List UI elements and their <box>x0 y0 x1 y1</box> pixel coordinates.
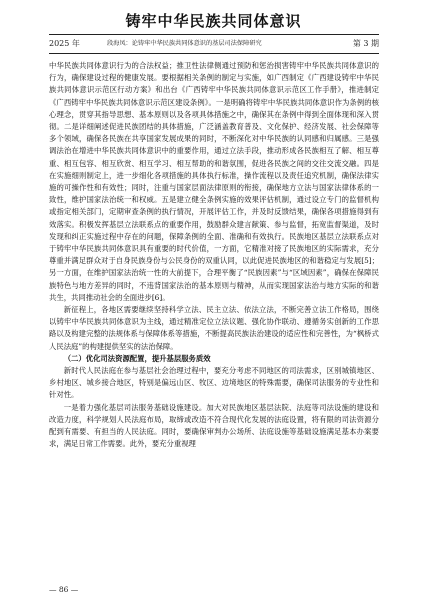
header-bottom-rule <box>49 53 379 54</box>
body-paragraph: 中华民族共同体意识行为的合法权益；推卫性法律侧通过预防和惩治损害铸牢中华民族共同体意识的行为，确保建设过程的健康发展。要根据相关条例的制定与实施，如广西制定《广西建设铸牢中华民族共同体意识示范区行动方案》和出台《广西铸牢中华民族共同体意识示范区工作手册》，推进制定《广西铸牢中华民族共同体意识示范区建设条例》。一是明确将铸牢中华民族共同体意识作为条例的核心理念，贯穿其指导思想、基本原则以及各项具体措施之中，确保其在条例中得到全面体现和深入贯彻。二是详细阐述促进民族团结的具体措施，广泛涵盖教育普及、文化保护、经济发展、社会保障等多个领域，确保各民族在共享国家发展成果的同时，不断深化对中华民族的认同感和归属感。三是强调法治在增进中华民族共同体意识中的重要作用，通过立法手段，推动形成各民族相互了解、相互尊重、相互包容、相互欣赏、相互学习、相互帮助的和谐氛围，促进各民族之间的交往交流交融。四是在实施细则制定上，进一步细化各项措施的具体执行标准，操作流程以及责任追究机制，确保法律实施的可操作性和有效性；同时，注重与国家层面法律原则的衔接，确保地方立法与国家法律体系的一致性，维护国家法治统一和权威。五是建立健全条例实施的效果评估机制，通过设立专门的监督机构或指定相关部门，定期审查条例的执行情况，开展评估工作，并及时反馈结果，确保各项措施得到有效落实。积极发挥基层立法联系点的重要作用，鼓励群众建言献策、参与监督，拓宽监督渠道，及时发现和纠正实施过程中存在的问题，保障条例的全面、准确和有效执行。民族地区基层立法联系点对于铸牢中华民族共同体意识具有重要的时代价值，一方面，它精准对接了民族地区的实际需求，充分尊重并满足群众对于自身民族身份与公民身份的双重认同，以此促进民族地区的和谐稳定与发展[5]；另一方面，在维护国家法治统一性的大前提下，合理平衡了“民族因素”与“区域因素”，确保在保障民族特色与地方差异的同时，不违背国家法治的基本原则与精神，从而实现国家法治与地方实际的和谐共生，共同推动社会的全面进步[6]。 <box>49 61 379 302</box>
running-head-issue: 第 3 期 <box>352 39 379 48</box>
running-head-year: 2025 年 <box>49 39 80 48</box>
body-paragraph: 新征程上，各地区需要继续坚持科学立法、民主立法、依法立法，不断完善立法工作格局，围绕以铸牢中华民族共同体意识为主线，通过精准定位立法议题、强化协作联动、遵循务实创新的工作思路以及构建完整的法规体系与保障体系等措施，不断提高民族法治建设的适应性和完善性，为“枫桥式人民法庭”的构建提供坚实的法治保障。 <box>49 305 379 351</box>
journal-title: 铸牢中华民族共同体意识 <box>125 12 302 30</box>
section-heading: （二）优化司法资源配置，提升基层服务质效 <box>63 353 211 363</box>
body-paragraph: 新时代人民法庭在参与基层社会治理过程中，要充分考虑不同地区的司法需求，区别城镇地区、乡村地区、城乡接合地区，特别是偏远山区、牧区、边境地区的特殊需要，确保司法服务的专业性和针对性。 <box>49 366 379 400</box>
running-head-article-title: 段海凤：论铸牢中华民族共同体意识的基层司法保障研究 <box>107 40 262 47</box>
running-head <box>49 37 379 51</box>
page-number: — 86 — <box>49 585 79 594</box>
body-paragraph: 一是着力强化基层司法服务基础设施建设。加大对民族地区基层法院、法庭等司法设施的建设和改造力度，科学规划人民法庭布局，取缔或改造不符合现代化发展的法庭设置，将有限的司法资源分配到有需要、有担当的人民法庭。同时，要确保审判办公场所、法庭设施等基础设施满足基本办案要求，满足日常工作需要。此外，要充分重视理 <box>49 402 379 449</box>
header-top-rule <box>49 34 379 35</box>
article-body <box>49 60 379 451</box>
